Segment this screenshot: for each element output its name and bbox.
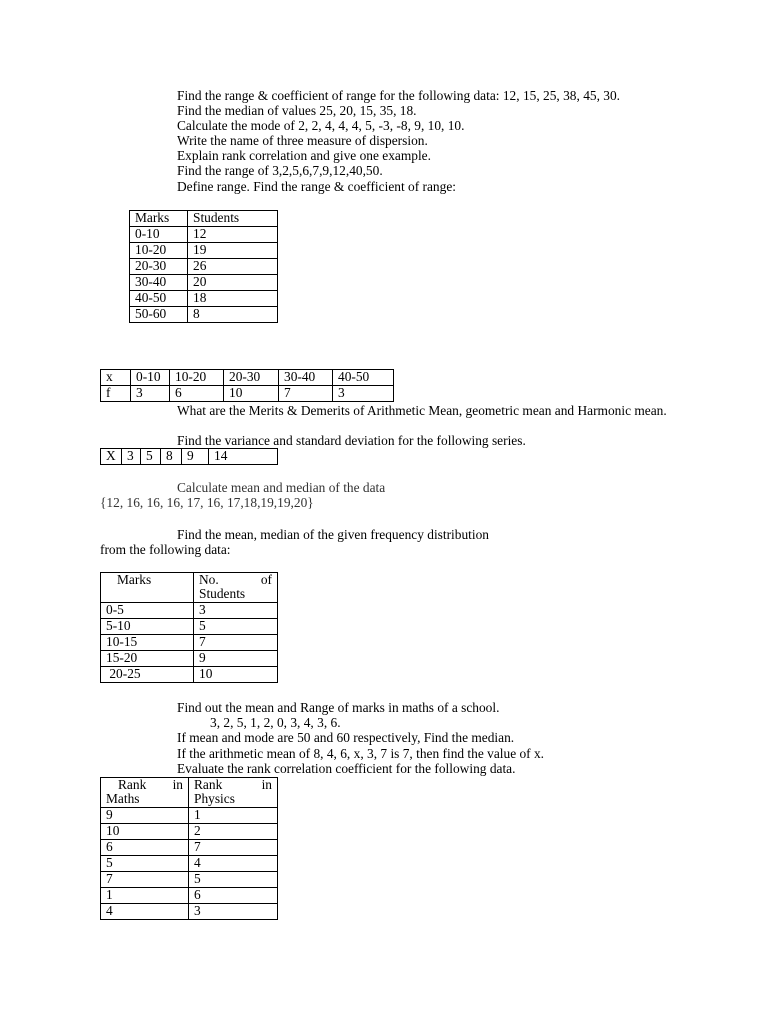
table-cell: 26	[188, 259, 278, 275]
question-mode: Calculate the mode of 2, 2, 4, 4, 4, 5, -3, -8, 9, 10, 10.	[177, 118, 465, 133]
table-cell: 14	[209, 449, 278, 465]
table-cell: 20-25	[101, 667, 194, 683]
table-cell: 5	[101, 856, 189, 872]
question-mean-range: Find out the mean and Range of marks in maths of a school.	[177, 700, 500, 715]
question-frequency-line1: Find the mean, median of the given frequency distribution	[177, 527, 489, 542]
header-word: Rank	[118, 777, 147, 792]
table-cell: 7	[189, 840, 278, 856]
table-cell: 10	[101, 824, 189, 840]
table-cell: 9	[101, 808, 189, 824]
table-header-cell: Marks	[130, 211, 188, 227]
question-rank-coefficient: Evaluate the rank correlation coefficient for the following data.	[177, 761, 516, 776]
table-cell: 8	[161, 449, 182, 465]
header-word: in	[261, 777, 272, 792]
x-f-table	[100, 369, 394, 402]
question-define-range: Define range. Find the range & coefficient of range:	[177, 179, 456, 194]
question-find-x: If the arithmetic mean of 8, 4, 6, x, 3, 7 is 7, then find the value of x.	[177, 746, 545, 761]
table-cell: 10-15	[101, 635, 194, 651]
table-cell: 10-20	[170, 370, 224, 386]
table-row	[101, 651, 278, 667]
table-cell: 19	[188, 243, 278, 259]
header-word: in	[172, 777, 183, 792]
table-row	[130, 275, 278, 291]
table-row	[101, 386, 394, 402]
table-cell: 7	[194, 635, 278, 651]
table-cell: 5	[189, 872, 278, 888]
table-cell: 0-10	[130, 227, 188, 243]
table-cell: 9	[182, 449, 209, 465]
table-cell: 3	[122, 449, 141, 465]
table-header-cell: Marks	[101, 573, 194, 603]
table-row	[101, 840, 278, 856]
question-median: Find the median of values 25, 20, 15, 35, 18.	[177, 103, 417, 118]
rank-table	[100, 777, 278, 920]
table-row	[101, 619, 278, 635]
question-range-coefficient: Find the range & coefficient of range for the following data: 12, 15, 25, 38, 45, 30.	[177, 88, 621, 103]
question-variance: Find the variance and standard deviation for the following series.	[177, 433, 526, 448]
question-merits-demerits: What are the Merits & Demerits of Arithmetic Mean, geometric mean and Harmonic mean.	[177, 403, 667, 418]
table-cell: 12	[188, 227, 278, 243]
table-cell: 20-30	[130, 259, 188, 275]
table-row	[101, 888, 278, 904]
table-cell: 5	[194, 619, 278, 635]
table-header-cell	[194, 573, 278, 603]
table-row	[130, 227, 278, 243]
table-cell: 3	[131, 386, 170, 402]
table-cell: 10	[224, 386, 279, 402]
table-cell: 30-40	[130, 275, 188, 291]
table-cell: 1	[101, 888, 189, 904]
question-range: Find the range of 3,2,5,6,7,9,12,40,50.	[177, 163, 383, 178]
table-cell: x	[101, 370, 131, 386]
table-cell: 7	[101, 872, 189, 888]
table-header-row	[130, 211, 278, 227]
table-cell: 5	[141, 449, 161, 465]
table-header-cell: Students	[188, 211, 278, 227]
table-cell: 6	[101, 840, 189, 856]
table-cell: 10	[194, 667, 278, 683]
x-series-table	[100, 448, 278, 465]
question-mean-median: Calculate mean and median of the data	[177, 480, 386, 495]
table-cell: 2	[189, 824, 278, 840]
table-cell: 7	[279, 386, 333, 402]
table-cell: 50-60	[130, 307, 188, 323]
table-header-cell	[101, 778, 189, 808]
table-cell: 3	[333, 386, 394, 402]
table-row	[101, 667, 278, 683]
table-cell: 20	[188, 275, 278, 291]
table-cell: 20-30	[224, 370, 279, 386]
table-cell: 18	[188, 291, 278, 307]
table-row	[101, 808, 278, 824]
table-row	[101, 824, 278, 840]
table-cell: 5-10	[101, 619, 194, 635]
table-row	[101, 872, 278, 888]
header-word: Rank	[194, 777, 223, 792]
table-cell: 4	[101, 904, 189, 920]
table-row	[101, 635, 278, 651]
table-row	[101, 449, 278, 465]
table-cell: 3	[189, 904, 278, 920]
marks-students-table	[129, 210, 278, 323]
header-word: of	[260, 572, 272, 587]
table-cell: 0-10	[131, 370, 170, 386]
table-row	[130, 259, 278, 275]
table-row	[130, 307, 278, 323]
table-header-row	[101, 573, 278, 603]
header-word: No.	[199, 572, 219, 587]
table-cell: 8	[188, 307, 278, 323]
table-cell: 3	[194, 603, 278, 619]
table-cell: 1	[189, 808, 278, 824]
header-word: Students	[199, 586, 246, 601]
header-word: Physics	[194, 791, 235, 806]
table-cell: 4	[189, 856, 278, 872]
table-cell: 40-50	[130, 291, 188, 307]
header-word: Maths	[106, 791, 140, 806]
table-cell: 6	[170, 386, 224, 402]
table-cell: 6	[189, 888, 278, 904]
question-find-median: If mean and mode are 50 and 60 respectively, Find the median.	[177, 730, 515, 745]
table-row	[101, 904, 278, 920]
table-row	[130, 243, 278, 259]
table-cell: 10-20	[130, 243, 188, 259]
question-frequency-line2: from the following data:	[100, 542, 231, 557]
marks-frequency-table	[100, 572, 278, 683]
table-row	[101, 370, 394, 386]
table-cell: 0-5	[101, 603, 194, 619]
table-row	[101, 603, 278, 619]
table-row	[101, 856, 278, 872]
question-mean-median-data: {12, 16, 16, 16, 17, 16, 17,18,19,19,20}	[100, 495, 314, 510]
table-header-row	[101, 778, 278, 808]
table-header-cell	[189, 778, 278, 808]
table-cell: 15-20	[101, 651, 194, 667]
table-cell: 30-40	[279, 370, 333, 386]
question-dispersion: Write the name of three measure of dispersion.	[177, 133, 428, 148]
table-cell: X	[101, 449, 122, 465]
table-cell: f	[101, 386, 131, 402]
table-row	[130, 291, 278, 307]
table-cell: 40-50	[333, 370, 394, 386]
question-mean-range-data: 3, 2, 5, 1, 2, 0, 3, 4, 3, 6.	[210, 715, 341, 730]
table-cell: 9	[194, 651, 278, 667]
question-rank-correlation: Explain rank correlation and give one example.	[177, 148, 431, 163]
